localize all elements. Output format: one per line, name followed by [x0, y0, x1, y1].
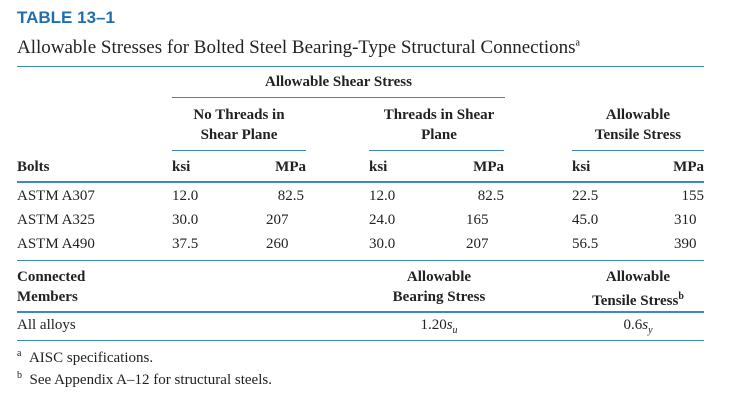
row-cell: 207	[266, 212, 289, 228]
row-cell: 82.5	[477, 188, 504, 204]
tensile-coef: 0.6	[623, 317, 643, 333]
rows-rule	[17, 260, 704, 261]
footnote-text: See Appendix A–12 for structural steels.	[29, 372, 272, 388]
row-cell: 12.0	[369, 188, 396, 204]
row-cell: 37.5	[172, 236, 199, 252]
row-cell: 45.0	[572, 212, 599, 228]
row-cell: 22.5	[572, 188, 599, 204]
row-cell: 390	[674, 236, 697, 252]
shear-group-rule	[172, 97, 505, 98]
connected-tensile-line2	[572, 287, 704, 311]
bottom-rule	[17, 340, 704, 341]
no-threads-rule	[172, 150, 306, 151]
col-header-ksi-3: ksi	[572, 159, 591, 175]
row-bolt-name: ASTM A307	[17, 188, 95, 204]
footnote-b	[17, 370, 272, 389]
bearing-sub: u	[452, 325, 458, 336]
col-header-mpa-3: MPa	[673, 159, 704, 175]
col-header-bolts: Bolts	[17, 159, 50, 175]
footnote-text: AISC specifications.	[28, 350, 154, 366]
table-number: TABLE 13–1	[17, 8, 115, 27]
bearing-stress-value	[369, 317, 509, 336]
footnote-mark: b	[17, 370, 22, 381]
tensile-footnote-mark: b	[678, 291, 684, 302]
connected-tensile-line1: Allowable	[605, 269, 671, 285]
row-cell: 30.0	[369, 236, 396, 252]
bearing-stress-header	[369, 267, 509, 307]
footnote-a	[17, 348, 153, 367]
tensile-rule	[572, 150, 704, 151]
header-rule	[17, 181, 704, 183]
row-cell: 260	[266, 236, 289, 252]
row-bolt-name: ASTM A325	[17, 212, 95, 228]
connected-members-line1: Connected	[17, 269, 86, 285]
row-cell: 56.5	[572, 236, 599, 252]
tensile-header-line2: Tensile Stress	[594, 127, 682, 143]
tensile-sub: y	[648, 325, 653, 336]
bearing-var: s	[446, 317, 453, 333]
title-footnote-mark: a	[575, 37, 580, 49]
col-header-mpa-1: MPa	[275, 159, 306, 175]
row-cell: 155	[681, 188, 704, 204]
threads-header-line1: Threads in Shear	[383, 107, 495, 123]
bearing-coef: 1.20	[420, 317, 447, 333]
bearing-stress-line2: Bearing Stress	[392, 289, 486, 305]
connected-tensile-header	[572, 267, 704, 311]
row-cell: 310	[674, 212, 697, 228]
tensile-header-line1: Allowable	[605, 107, 671, 123]
all-alloys-label: All alloys	[17, 317, 76, 333]
col-header-mpa-2: MPa	[473, 159, 504, 175]
row-cell: 30.0	[172, 212, 199, 228]
tensile-header	[572, 105, 704, 145]
connected-members-header	[17, 267, 85, 307]
tensile-var: s	[642, 317, 649, 333]
col-header-ksi-2: ksi	[369, 159, 388, 175]
footnote-mark: a	[17, 348, 22, 359]
threads-header-line2: Plane	[421, 127, 457, 143]
row-cell: 165	[466, 212, 489, 228]
title-rule	[17, 66, 704, 67]
no-threads-header	[172, 105, 306, 145]
tensile-stress-value	[572, 317, 704, 336]
threads-header	[369, 105, 509, 145]
no-threads-header-line2: Shear Plane	[200, 127, 278, 143]
row-cell: 12.0	[172, 188, 199, 204]
row-cell: 24.0	[369, 212, 396, 228]
no-threads-header-line1: No Threads in	[193, 107, 285, 123]
row-cell: 82.5	[277, 188, 304, 204]
connected-tensile-line2-text: Tensile Stress	[592, 293, 679, 309]
connected-members-line2: Members	[17, 289, 78, 305]
table-title-text: Allowable Stresses for Bolted Steel Bearing-Type Structural Connections	[17, 37, 576, 58]
shear-group-header: Allowable Shear Stress	[265, 74, 412, 90]
col-header-ksi-1: ksi	[172, 159, 191, 175]
threads-rule	[369, 150, 504, 151]
table-title	[17, 37, 580, 59]
bearing-stress-line1: Allowable	[406, 269, 472, 285]
row-cell: 207	[466, 236, 489, 252]
connected-header-rule	[17, 311, 704, 313]
row-bolt-name: ASTM A490	[17, 236, 95, 252]
